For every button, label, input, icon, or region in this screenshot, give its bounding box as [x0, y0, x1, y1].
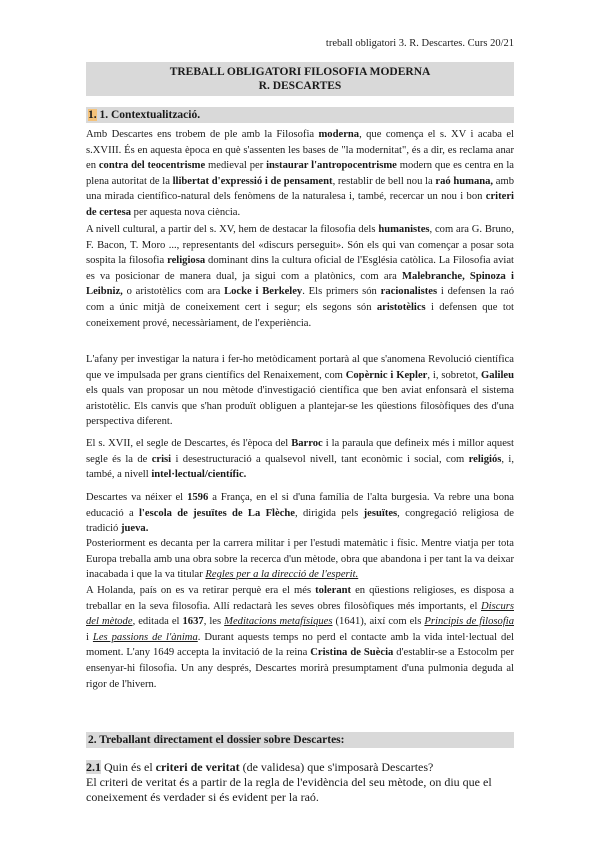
paragraph-5: Descartes va néixer el 1596 a França, en el si d'una família de l'alta burgesia. Va rebre una bona educació a l'escola de jesuïtes de La Flèche, dirigida pels jesuïtes, congregació religiosa de tradició jueva. — [86, 492, 515, 535]
work-title-discurs: Discurs del mètode — [86, 600, 514, 628]
work-title-principis: Principis de filosofia — [424, 616, 515, 628]
paragraph-3: L'afany per investigar la natura i fer-ho metòdicament portarà al que s'anomena Revolució científica que ve impulsada per grans científics del Renaixement, com Copèrnic i Kepler, i, sobretot, Galileu els quals van proposar un nou mètode d'investigació científica que ben aviat enfonsarà el sistema aristotèlic. Els canvis que s'han produït obliguen a plantejar-se les qüestions filosòfiques des d'una perspectiva diferent. — [86, 354, 514, 428]
work-title-meditacions: Meditacions metafísiques — [224, 616, 333, 628]
section-1-number: 1. — [88, 109, 97, 121]
section-1-heading — [86, 107, 514, 123]
work-title-regles: Regles per a la direcció de l'esperit. — [205, 569, 359, 581]
document-title — [86, 62, 514, 96]
paragraph-6: Posteriorment es decanta per la carrera militar i per l'estudi matemàtic i físic. Mentre viatja per tota Europa treballa amb una obra sobre la recerca d'un mètode, obra que abandona i per tant la va deixar inacabada i que la va titular Regles per a la direcció de l'esperit. — [86, 538, 514, 581]
running-header: treball obligatori 3. R. Descartes. Curs 20/21 — [325, 38, 514, 49]
section-2-heading: 2. Treballant directament el dossier sobre Descartes: — [86, 732, 514, 748]
title-line-1: TREBALL OBLIGATORI FILOSOFIA MODERNA — [169, 66, 431, 78]
paragraph-7: A Holanda, país on es va retirar perquè era el més tolerant en qüestions religioses, es disposa a treballar en la seva filosofia. Allí redactarà les seves obres filosòfiques més importants, el Discurs del mètode, editada el 1637, les Meditacions metafísiques (1641), així com els Principis de filosofia i Les passions de l'ànima. Durant aquests temps no perd el contacte amb la vida intel·lectual del moment. L'any 1649 accepta la invitació de la reina Cristina de Suècia d'establir-se a Estocolm per ensenyar-hi filosofia. Un any després, Descartes morirà presumptament d'una pulmonia deguda al rigor de l'hivern. — [86, 585, 515, 690]
answer-2-1: El criteri de veritat és a partir de la regla de l'evidència del seu mètode, on diu que el coneixement és verdader si és evident per la raó. — [86, 775, 492, 804]
paragraph-4: El s. XVII, el segle de Descartes, és l'època del Barroc i la paraula que defineix més i millor aquest segle és la de crisi i desestructuració a qualsevol nivell, tant econòmic i social, com religiós, i, també, a nivell intel·lectual/científic. — [86, 438, 514, 481]
paragraph-2: A nivell cultural, a partir del s. XV, hem de destacar la filosofia dels humanistes, com ara G. Bruno, F. Bacon, T. Moro ..., representants del «discurs perseguit». Són els qui van començar a posar sota sospita la filosofia religiosa dominant dins la cultura oficial de l'Església catòlica. La Filosofia aviat es va posicionar de manera dual, ja sigui com a platònics, com ara Malebranche, Spinoza i Leibniz, o aristotèlics com ara Locke i Berkeley. Els primers són racionalistes i defensen la raó com a únic mitjà de coneixement cert i segur; els segons són aristotèlics i defensen que tot coneixement prové, necessàriament, de l'experiència. — [86, 224, 515, 329]
question-2-1: 2.1 Quin és el criteri de veritat (de validesa) que s'imposarà Descartes? — [86, 760, 434, 774]
section-1-label: 1. Contextualització. — [96, 109, 201, 121]
question-number: 2.1 — [86, 760, 101, 774]
work-title-passions: Les passions de l'ànima — [92, 631, 198, 643]
title-line-2: R. DESCARTES — [258, 80, 342, 92]
paragraph-1: Amb Descartes ens trobem de ple amb la Filosofia moderna, que comença el s. XV i acaba el s.XVIII. És en aquesta època en què s'assenten les bases de "la modernitat", és a dir, es reclama anar en contra del teocentrisme medieval per instaurar l'antropocentrisme modern que es centra en la plena autoritat de la llibertat d'expressió i de pensament, restablir de bell nou la raó humana, amb una mirada científico-natural dels fenòmens de la naturalesa i, també, recercar un nou i bon criteri de certesa per aquesta nova ciència. — [86, 129, 515, 218]
